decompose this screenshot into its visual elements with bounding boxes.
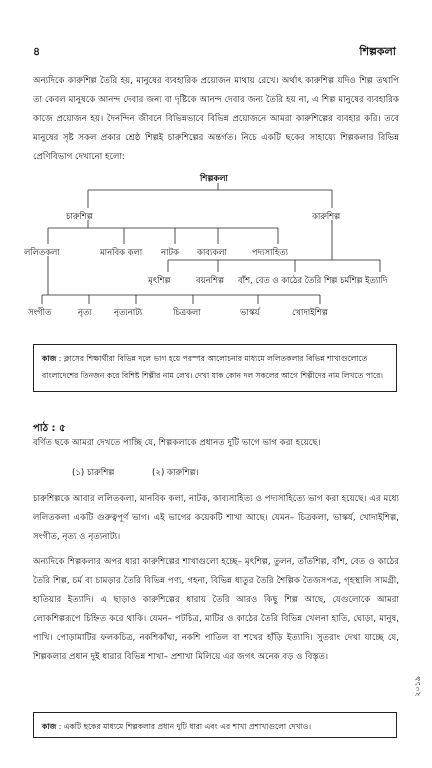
tree-root: শিল্পকলা bbox=[200, 173, 228, 183]
tree-lalit-child: সংগীত bbox=[28, 307, 52, 317]
section-title: পাঠ : ৫ bbox=[33, 423, 66, 434]
tree-charu-child: নাটক bbox=[161, 247, 179, 257]
tree-karu: কারুশিল্প bbox=[312, 211, 341, 221]
activity-box bbox=[33, 712, 397, 738]
activity-box bbox=[33, 344, 397, 392]
tree-lalit-child: চিত্রকলা bbox=[173, 307, 201, 317]
activity-label: কাজ bbox=[42, 354, 57, 363]
tree-charu-child: ললিতকলা bbox=[24, 247, 60, 257]
tree-charu-child: পদ্যসাহিত্য bbox=[252, 247, 288, 257]
paragraph-intro: অন্যদিকে কারুশিল্প তৈরি হয়, মানুষের ব্যবহারিক প্রয়োজন মাথায় রেখে। অর্থাৎ কারুশিল্প যদিও শিল্প তথাপি তা কেবল মানুষকে আনন্দ দেবার জন্য বা দৃষ্টিকে আনন্দ দেবার জন্য তৈরি হয় না, এ শিল্প মানুষের ব্যবহারিক কাজে প্রয়োজন হয়। দৈনন্দিন জীবনে বিভিন্নভাবে বিভিন্ন প্রয়োজনে আমরা কারুশিল্পের ব্যবহার করি। তবে মানুষের সৃষ্ট সকল প্রকার শ্রেষ্ঠ শিল্পই চারুশিল্পের অন্তর্গত। নিচে একটি ছকের সাহায্যে শিল্পকলার বিভিন্ন প্রেণিবিভাগ দেখানো হলো: bbox=[33, 76, 399, 162]
classification-tree bbox=[0, 168, 432, 348]
paragraph-division: বর্ণিত ছকে আমরা দেখতে পাচ্ছি যে, শিল্পকলাকে প্রধানত দুটি ভাগে ভাগ করা হয়েছে। bbox=[33, 438, 321, 448]
page-number: ৪ bbox=[33, 45, 41, 58]
activity-text: : ক্লাসের শিক্ষার্থীরা বিভিন্ন দলে ভাগ হয়ে পরস্পর আলোচনার মাধ্যমে ললিতকলার বিভিন্ন শাখাগুলোতে বাংলাদেশের তিনজন করে বিশিষ্ট শিল্পীর নাম লেখ। দেখা যাক কোন দল সকলের আগে শিল্পীদের নাম লিখতে পারে। bbox=[42, 354, 383, 380]
tree-lalit-child: ভাস্কর্য bbox=[240, 307, 260, 317]
side-page-number: ২০১৯ bbox=[413, 676, 422, 697]
tree-lalit-child: নৃত্যনাট্য bbox=[114, 307, 143, 317]
tree-karu-child: চর্মশিল্প ইত্যাদি bbox=[340, 275, 388, 285]
tree-charu-child: মানবিক কলা bbox=[100, 247, 143, 257]
tree-charu-child: কাব্যকলা bbox=[197, 247, 227, 257]
tree-karu-child: বাঁশ, বেত ও কাঠের তৈরি শিল্প bbox=[238, 275, 338, 285]
tree-lalit-child: খোদাইশিল্প bbox=[292, 307, 328, 317]
tree-charu: চারুশিল্প bbox=[66, 211, 93, 221]
running-title: শিল্পকলা bbox=[359, 45, 396, 58]
option-charu: (১) চারুশিল্প bbox=[72, 468, 115, 478]
tree-lalit-child: নৃত্য bbox=[78, 307, 92, 317]
paragraph-karu: অন্যদিকে শিল্পকলার অপর ধারা কারুশিল্পের শাখাগুলো হচ্ছে– মৃৎশিল্প, তুলন, তাঁতশিল্প, বাঁশ, বেত ও কাঠের তৈরি শিল্প, চর্ম বা চামড়ার তৈরি বিভিন্ন পণ্য, গহনা, বিভিন্ন ধাতুর তৈরি শৈল্পিক তৈজসপত্র, গৃহস্থালি সামগ্রী, হাতিয়ার ইত্যাদি। এ ছাড়াও কারুশিল্পের ধারায় তৈরি আরও কিছু শিল্প আছে, যেগুলোকে আমরা লোকশিল্পরূপে চিহ্নিত করে থাকি। যেমন– পটচিত্র, মাটির ও কাঠের তৈরি বিভিন্ন খেলনা হাতি, ঘোড়া, মানুষ, পাখি। পোড়ামাটির ফলকচিত্র, নকশিকাঁথা, নকশি পাতিল বা শখের হাঁড়ি ইত্যাদি। সুতরাং দেখা যাচ্ছে যে, শিল্পকলার প্রধান দুই ধারার বিভিন্ন শাখা– প্রশাখা মিলিয়ে এর জগৎ অনেক বড় ও বিস্তৃত। bbox=[33, 557, 399, 662]
activity-text: : একটি ছকের মাধ্যমে শিল্পকলার প্রধান দুটি ধারা এবং এর শাখা প্রশাখাগুলো দেখাও। bbox=[58, 722, 312, 731]
activity-label: কাজ bbox=[42, 722, 57, 731]
tree-karu-child: মৃৎশিল্প bbox=[148, 275, 171, 285]
tree-karu-child: বয়নশিল্প bbox=[196, 275, 224, 285]
paragraph-charu: চারুশিল্পকে আবার ললিতকলা, মানবিক কলা, নাটক, কাব্যসাহিত্য ও পদ্যসাহিত্যে ভাগ করা হয়েছে। এর মধ্যে ললিতকলা একটি গুরুত্বপূর্ণ ভাগ। এই ভাগের কয়েকটি শাখা আছে। যেমন– চিত্রকলা, ভাস্কর্য, খোদাইশিল্প, সংগীত, নৃত্য ও নৃত্যনাট্য। bbox=[33, 494, 399, 542]
option-karu: (২) কারুশিল্প। bbox=[152, 468, 199, 478]
